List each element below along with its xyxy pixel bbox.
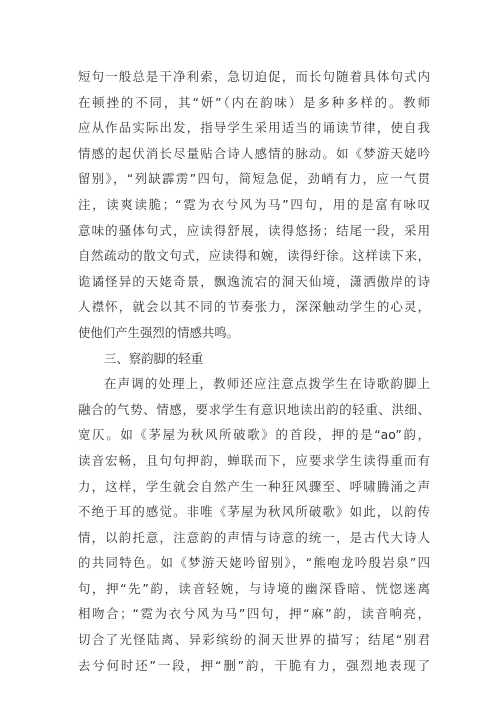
text-line: 句，押“先”韵，读音轻婉，与诗境的幽深昏暗、恍惚迷离 — [78, 580, 430, 596]
text-line: 情，以韵托意，注意韵的声情与诗意的统一，是古代大诗人 — [78, 529, 430, 545]
text-line: 情感的起伏消长尽量贴合诗人感情的脉动。如《梦游天姥吟 — [78, 145, 430, 161]
text-line: 融合的气势、情感，要求学生有意识地读出韵的轻重、洪细、 — [78, 401, 430, 417]
text-line: 读音宏畅，且句句押韵，蝉联而下，应要求学生读得重而有 — [78, 452, 430, 468]
text-line: 去兮何时还”一段，押“删”韵，干脆有力，强烈地表现了 — [78, 657, 430, 673]
text-line: 应从作品实际出发，指导学生采用适当的诵读节律，使自我 — [78, 120, 430, 136]
text-line: 诡谲怪异的天姥奇景，飘逸流宕的洞天仙境，潇洒傲岸的诗 — [78, 273, 430, 289]
text-line: 相吻合；“霓为衣兮风为马”四句，押“麻”韵，读音响亮， — [78, 606, 430, 622]
text-line: 切合了光怪陆离、异彩缤纷的洞天世界的描写；结尾“别君 — [78, 632, 430, 648]
section-heading: 三、察韵脚的轻重 — [104, 350, 204, 366]
text-line: 人襟怀，就会以其不同的节奏张力，深深触动学生的心灵， — [78, 299, 430, 315]
text-line: 在声调的处理上，教师还应注意点拨学生在诗歌韵脚上 — [104, 376, 430, 392]
text-line: 宽仄。如《茅屋为秋风所破歌》的首段，押的是“ao”韵， — [78, 427, 430, 443]
text-line: 使他们产生强烈的情感共鸣。 — [78, 324, 240, 340]
text-line: 在顿挫的不同，其“妍”（内在韵味）是多种多样的。教师 — [78, 94, 430, 110]
document-page — [78, 64, 430, 678]
text-line: 短句一般总是干净利索，急切迫促，而长句随着具体句式内 — [78, 69, 430, 84]
text-line: 不绝于耳的感觉。非唯《茅屋为秋风所破歌》如此，以韵传 — [78, 504, 430, 520]
text-line: 注，读爽读脆；“霓为衣兮风为马”四句，用的是富有咏叹 — [78, 196, 430, 212]
text-line: 力，这样，学生就会自然产生一种狂风骤至、呼啸腾涌之声 — [78, 478, 430, 494]
text-line: 自然疏动的散文句式，应读得和婉，读得纡徐。这样读下来， — [78, 248, 430, 264]
text-line: 留别》，“列缺霹雳”四句，简短急促，劲峭有力，应一气贯 — [78, 171, 430, 187]
text-line: 的共同特色。如《梦游天姥吟留别》，“熊咆龙吟殷岩泉”四 — [78, 555, 430, 571]
text-line: 意味的骚体句式，应读得舒展，读得悠扬；结尾一段，采用 — [78, 222, 430, 238]
